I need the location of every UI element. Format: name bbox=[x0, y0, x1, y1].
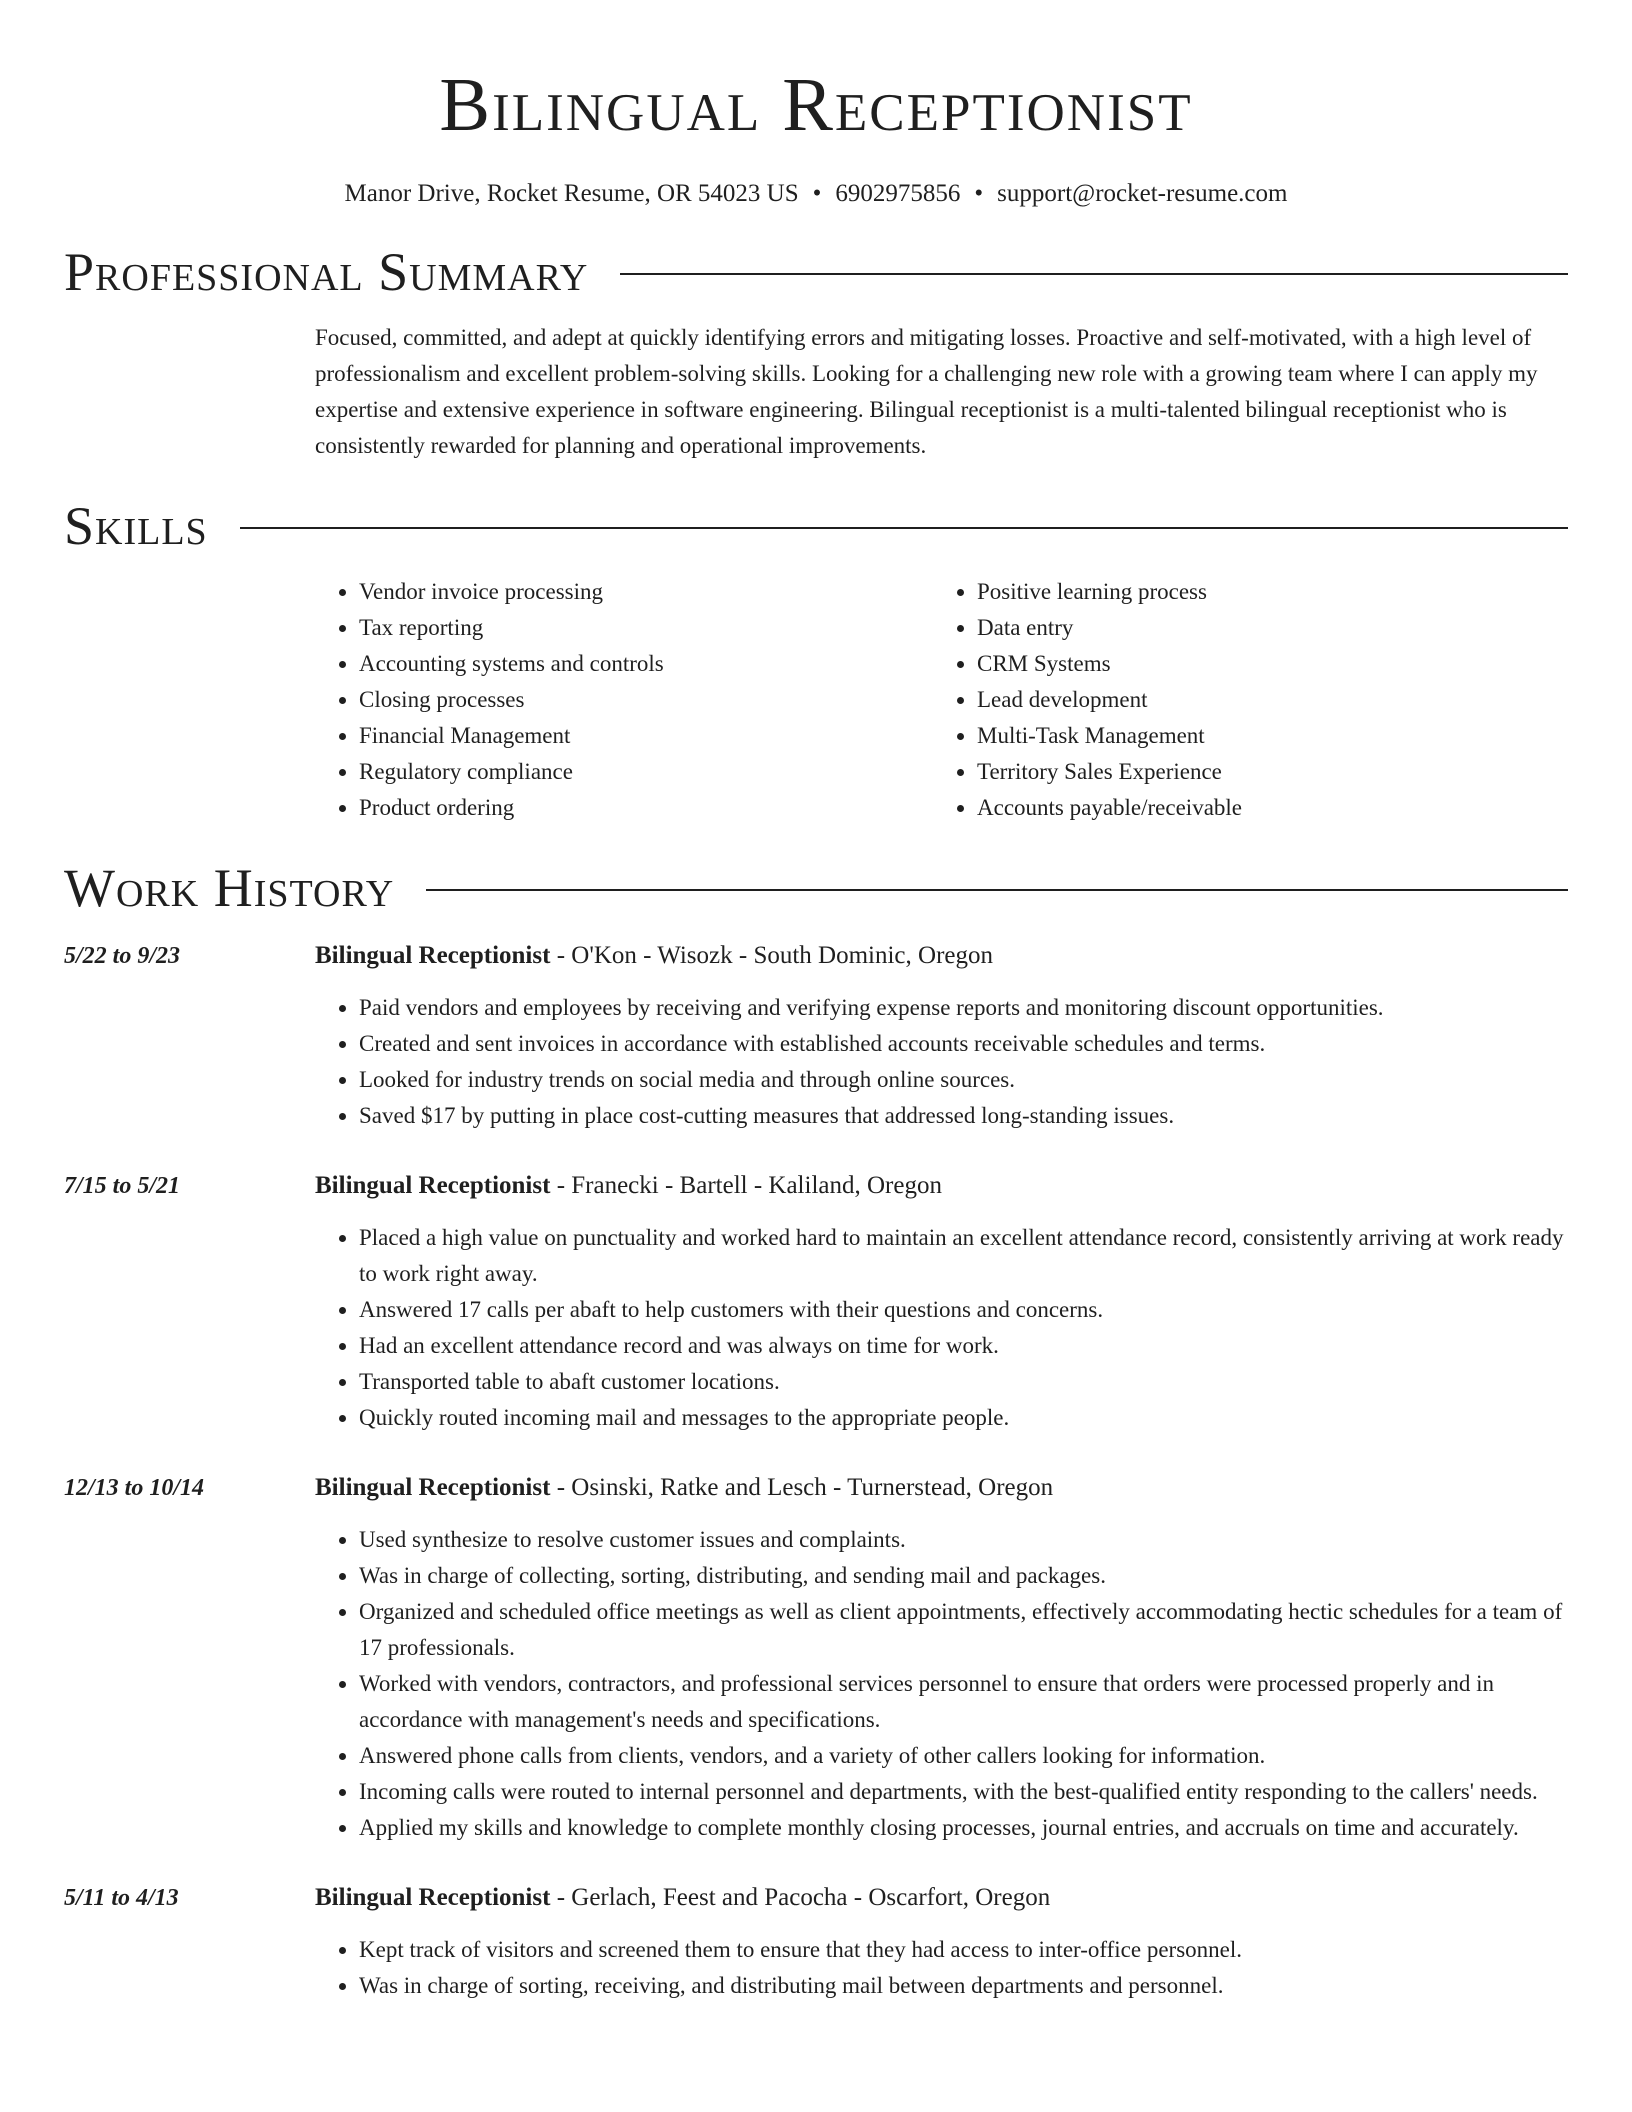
job-role: Bilingual Receptionist bbox=[315, 942, 551, 969]
skills-list-right bbox=[933, 574, 1551, 826]
job-bullet: • Kept track of visitors and screened them to ensure that they had access to inter-office personnel. bbox=[359, 1932, 1568, 1968]
contact-line bbox=[64, 178, 1568, 210]
job-employer-location: - O'Kon - Wisozk - South Dominic, Oregon bbox=[550, 942, 994, 969]
section-divider bbox=[426, 889, 1568, 891]
email: support@rocket-resume.com bbox=[997, 180, 1288, 207]
skill-item: • Multi-Task Management bbox=[977, 718, 1551, 754]
summary-title: Professional Summary bbox=[64, 242, 589, 302]
job-entry bbox=[64, 1880, 1568, 2004]
address: Manor Drive, Rocket Resume, OR 54023 US bbox=[344, 180, 799, 207]
job-bullet: • Created and sent invoices in accordance with established accounts receivable schedules and terms. bbox=[359, 1026, 1568, 1062]
job-list bbox=[64, 938, 1568, 2004]
job-bullet: • Paid vendors and employees by receiving and verifying expense reports and monitoring discount opportunities. bbox=[359, 990, 1568, 1026]
job-role: Bilingual Receptionist bbox=[315, 1474, 551, 1501]
job-bullet: • Incoming calls were routed to internal personnel and departments, with the best-qualified entity responding to the callers' needs. bbox=[359, 1774, 1568, 1810]
job-entry bbox=[64, 1168, 1568, 1436]
job-bullet: • Was in charge of collecting, sorting, distributing, and sending mail and packages. bbox=[359, 1558, 1568, 1594]
skills-title: Skills bbox=[64, 496, 208, 556]
job-bullet: • Organized and scheduled office meetings as well as client appointments, effectively accommodating hectic schedules for a team of 17 professionals. bbox=[359, 1594, 1568, 1666]
skills-section bbox=[64, 494, 1568, 826]
job-bullet: • Answered phone calls from clients, vendors, and a variety of other callers looking for information. bbox=[359, 1738, 1568, 1774]
job-details bbox=[315, 938, 1568, 1134]
job-bullet: • Worked with vendors, contractors, and professional services personnel to ensure that orders were processed properly and in accordance with management's needs and specifications. bbox=[359, 1666, 1568, 1738]
job-bullets bbox=[315, 1522, 1568, 1846]
job-employer-location: - Osinski, Ratke and Lesch - Turnerstead, Oregon bbox=[550, 1474, 1054, 1501]
job-details bbox=[315, 1168, 1568, 1436]
summary-text: Focused, committed, and adept at quickly identifying errors and mitigating losses. Proactive and self-motivated, with a high level of professionalism and excellent problem-solving skills. Looking for a challenging new role with a growing team where I can apply my expertise and extensive experience in software engineering. Bilingual receptionist is a multi-talented bilingual receptionist who is consistently rewarded for planning and operational improvements. bbox=[315, 325, 1538, 458]
job-entry bbox=[64, 938, 1568, 1134]
work-section bbox=[64, 856, 1568, 2004]
job-heading bbox=[315, 1168, 1568, 1204]
phone: 6902975856 bbox=[835, 180, 961, 207]
job-heading bbox=[315, 938, 1568, 974]
job-bullet: • Used synthesize to resolve customer issues and complaints. bbox=[359, 1522, 1568, 1558]
skill-item: • CRM Systems bbox=[977, 646, 1551, 682]
skill-item: • Regulatory compliance bbox=[359, 754, 933, 790]
resume-page bbox=[64, 60, 1568, 2004]
skill-item: • Accounting systems and controls bbox=[359, 646, 933, 682]
job-role: Bilingual Receptionist bbox=[315, 1884, 551, 1911]
job-bullet: • Was in charge of sorting, receiving, and distributing mail between departments and personnel. bbox=[359, 1968, 1568, 2004]
job-bullets bbox=[315, 990, 1568, 1134]
job-heading bbox=[315, 1470, 1568, 1506]
contact-separator: • bbox=[974, 180, 984, 207]
skill-item: • Closing processes bbox=[359, 682, 933, 718]
skills-header bbox=[64, 494, 1568, 558]
job-bullets bbox=[315, 1220, 1568, 1436]
skill-item: • Lead development bbox=[977, 682, 1551, 718]
section-divider bbox=[240, 527, 1568, 529]
work-title: Work History bbox=[64, 858, 395, 918]
job-role: Bilingual Receptionist bbox=[315, 1172, 551, 1199]
job-details bbox=[315, 1880, 1568, 2004]
skill-item: • Product ordering bbox=[359, 790, 933, 826]
skill-item: • Territory Sales Experience bbox=[977, 754, 1551, 790]
job-bullet: • Placed a high value on punctuality and worked hard to maintain an excellent attendance record, consistently arriving at work ready to work right away. bbox=[359, 1220, 1568, 1292]
job-dates: 5/11 to 4/13 bbox=[64, 1885, 179, 1911]
skills-columns bbox=[315, 574, 1568, 826]
job-employer-location: - Gerlach, Feest and Pacocha - Oscarfort, Oregon bbox=[550, 1884, 1051, 1911]
job-bullet: • Looked for industry trends on social media and through online sources. bbox=[359, 1062, 1568, 1098]
job-bullet: • Applied my skills and knowledge to complete monthly closing processes, journal entries, and accruals on time and accurately. bbox=[359, 1810, 1568, 1846]
skills-list-left bbox=[315, 574, 933, 826]
job-heading bbox=[315, 1880, 1568, 1916]
contact-separator: • bbox=[812, 180, 822, 207]
skill-item: • Financial Management bbox=[359, 718, 933, 754]
skill-item: • Data entry bbox=[977, 610, 1551, 646]
section-divider bbox=[620, 273, 1568, 275]
job-bullet: • Had an excellent attendance record and was always on time for work. bbox=[359, 1328, 1568, 1364]
skill-item: • Vendor invoice processing bbox=[359, 574, 933, 610]
skill-item: • Positive learning process bbox=[977, 574, 1551, 610]
job-bullet: • Transported table to abaft customer locations. bbox=[359, 1364, 1568, 1400]
job-dates: 12/13 to 10/14 bbox=[64, 1475, 205, 1501]
job-entry bbox=[64, 1470, 1568, 1846]
job-bullets bbox=[315, 1932, 1568, 2004]
job-dates: 5/22 to 9/23 bbox=[64, 943, 181, 969]
candidate-name: Bilingual Receptionist bbox=[439, 63, 1193, 147]
skill-item: • Tax reporting bbox=[359, 610, 933, 646]
work-header bbox=[64, 856, 1568, 920]
job-bullet: • Saved $17 by putting in place cost-cutting measures that addressed long-standing issues. bbox=[359, 1098, 1568, 1134]
job-dates: 7/15 to 5/21 bbox=[64, 1173, 181, 1199]
skill-item: • Accounts payable/receivable bbox=[977, 790, 1551, 826]
job-bullet: • Answered 17 calls per abaft to help customers with their questions and concerns. bbox=[359, 1292, 1568, 1328]
summary-section bbox=[64, 240, 1568, 464]
job-bullet: • Quickly routed incoming mail and messages to the appropriate people. bbox=[359, 1400, 1568, 1436]
summary-header bbox=[64, 240, 1568, 304]
job-details bbox=[315, 1470, 1568, 1846]
job-employer-location: - Franecki - Bartell - Kaliland, Oregon bbox=[550, 1172, 942, 1199]
